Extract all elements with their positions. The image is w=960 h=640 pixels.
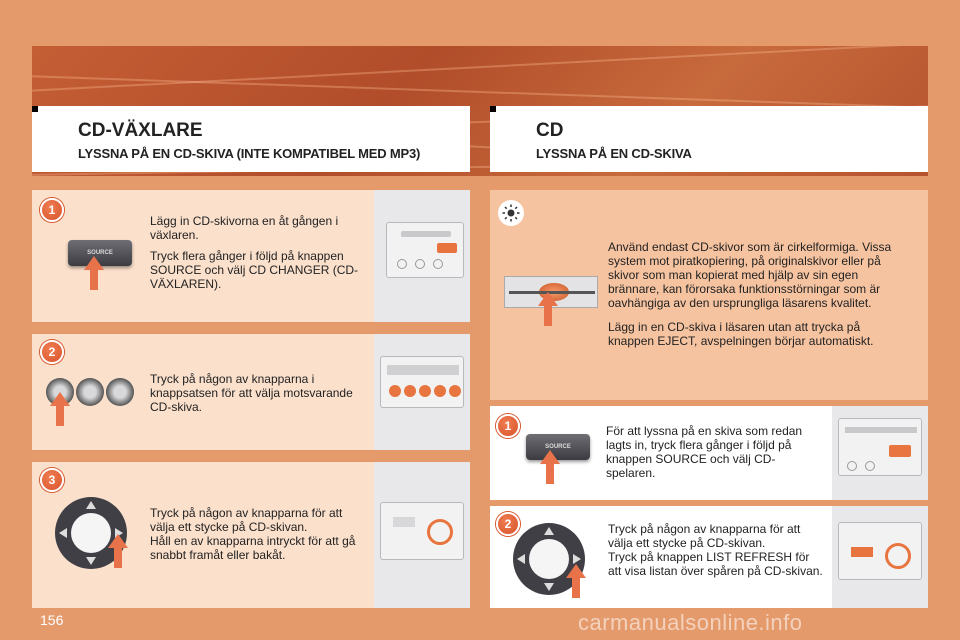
step-text: Tryck på någon av knapparna för att välja ett stycke på CD-skivan. Håll en av knapparna intryckt för att gå snabbt framåt eller bakåt. [150, 506, 356, 562]
arrow-up-icon [50, 392, 70, 426]
left-subtitle: LYSSNA PÅ EN CD-SKIVA (INTE KOMPATIBEL MED MP3) [78, 146, 421, 161]
sun-icon [498, 200, 524, 226]
step-badge: 1 [496, 414, 520, 438]
radio-image [374, 334, 470, 450]
step-badge: 2 [40, 340, 64, 364]
page-number: 156 [40, 612, 64, 628]
left-heading [32, 106, 470, 172]
info-text: Använd endast CD-skivor som är cirkelformiga. Vissa system mot piratkopiering, på originalskivor eller på skivor som man kopierat med hjälp av sin egen brännare, kan förorsaka funktionsstörningar som är oavhängiga av den ursprungliga läsarens kvalitet. Lägg in en CD-skiva i läsaren utan att trycka på knappen EJECT, avspelningen börjar automatiskt. [608, 240, 892, 348]
step-badge: 1 [40, 198, 64, 222]
right-step-1-panel [490, 406, 928, 500]
arrow-up-icon [566, 564, 586, 598]
arrow-up-icon [540, 450, 560, 484]
left-title: CD-VÄXLARE [78, 120, 203, 141]
right-info-panel [490, 190, 928, 400]
left-step-2-panel [32, 334, 470, 450]
source-button: SOURCE [68, 240, 132, 266]
arrow-up-icon [84, 256, 104, 290]
right-heading [490, 106, 928, 172]
right-title: CD [536, 120, 564, 141]
step-text: Tryck på någon av knapparna i knappsatsen för att välja motsvarande CD-skiva. [150, 372, 353, 414]
left-step-3-panel [32, 462, 470, 608]
step-badge: 3 [40, 468, 64, 492]
radio-image [374, 190, 470, 322]
step-text: Tryck på någon av knapparna för att välja ett stycke på CD-skivan. Tryck på knappen LIST REFRESH för att visa listan över spåren på CD-skivan. [608, 522, 823, 578]
arrow-up-icon [108, 534, 128, 568]
watermark: carmanualsonline.info [578, 610, 803, 635]
radio-image [832, 506, 928, 608]
step-text: Lägg in CD-skivorna en åt gången i växlaren. Tryck flera gånger i följd på knappen SOURCE och välj CD CHANGER (CD-VÄXLAREN). [150, 214, 359, 291]
left-step-1-panel [32, 190, 470, 322]
right-subtitle: LYSSNA PÅ EN CD-SKIVA [536, 146, 692, 161]
radio-image [832, 406, 928, 500]
source-button: SOURCE [526, 434, 590, 460]
step-badge: 2 [496, 512, 520, 536]
right-step-2-panel [490, 506, 928, 608]
arrow-up-icon [538, 292, 558, 326]
step-text: För att lyssna på en skiva som redan lagts in, tryck flera gånger i följd på knappen SOURCE och välj CD-spelaren. [606, 424, 803, 480]
radio-image [374, 462, 470, 608]
